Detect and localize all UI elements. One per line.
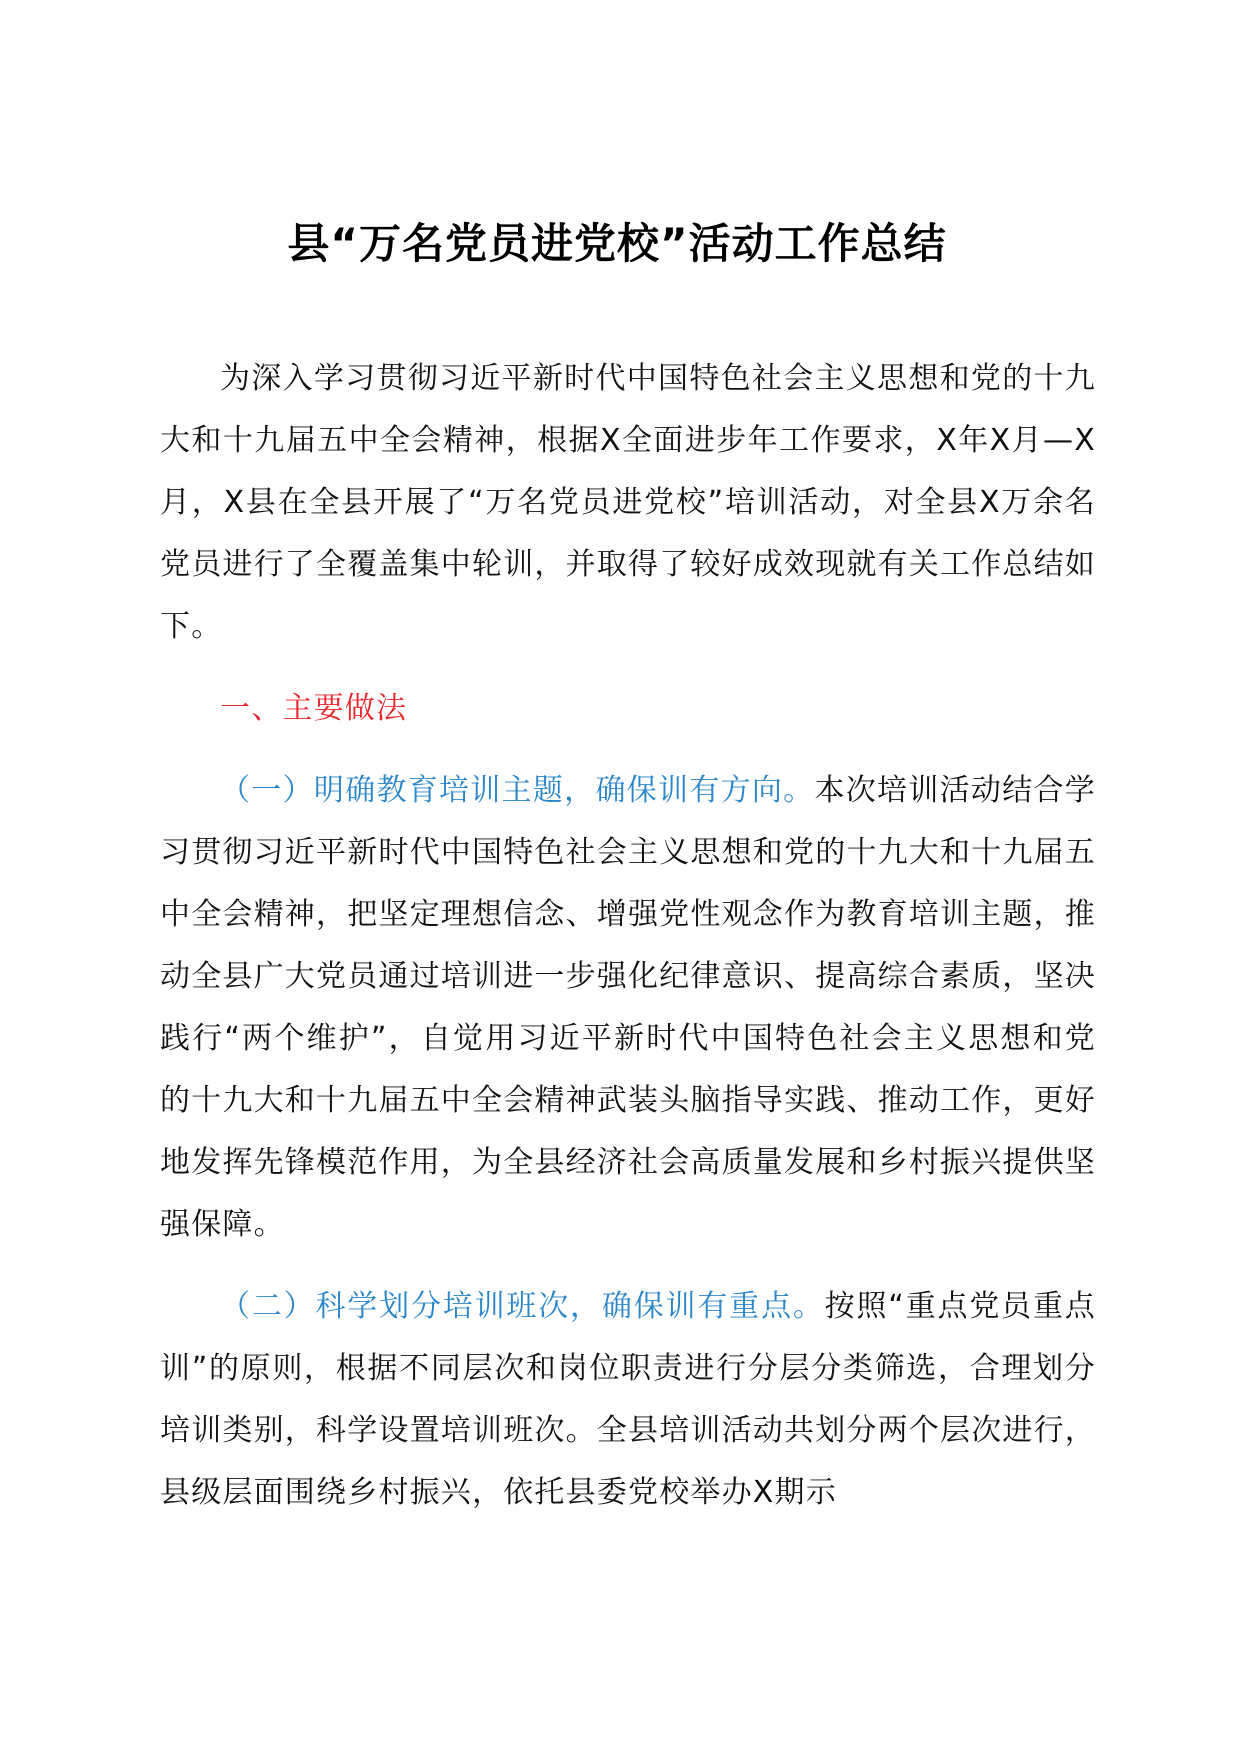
intro-paragraph: 为深入学习贯彻习近平新时代中国特色社会主义思想和党的十九大和十九届五中全会精神，根据X全面进步年工作要求，X年X月—X月，X县在全县开展了“万名党员进党校”培训活动，对全县X万余名党员进行了全覆盖集中轮训，并取得了较好成效现就有关工作总结如下。 <box>160 361 1096 644</box>
section-heading-main-practices: 一、主要做法 <box>220 691 408 726</box>
document-title: 县“万名党员进党校”活动工作总结 <box>287 219 947 268</box>
document-body <box>160 348 1096 1524</box>
subheading-training-classes: （二）科学划分培训班次，确保训有重点。 <box>220 1289 825 1324</box>
paragraph-training-theme-text: 本次培训活动结合学习贯彻习近平新时代中国特色社会主义思想和党的十九大和十九届五中全会精神，把坚定理想信念、增强党性观念作为教育培训主题，推动全县广大党员通过培训进一步强化纪律意识、提高综合素质，坚决践行“两个维护”，自觉用习近平新时代中国特色社会主义思想和党的十九大和十九届五中全会精神武装头脑指导实践、推动工作，更好地发挥先锋模范作用，为全县经济社会高质量发展和乡村振兴提供坚强保障。 <box>160 773 1096 1242</box>
subheading-training-theme: （一）明确教育培训主题，确保训有方向。 <box>220 773 815 808</box>
paragraph-training-classes <box>160 1276 1096 1524</box>
paragraph-training-classes-text: 按照“重点党员重点训”的原则，根据不同层次和岗位职责进行分层分类筛选，合理划分培训类别，科学设置培训班次。全县培训活动共划分两个层次进行，县级层面围绕乡村振兴，依托县委党校举办X期示 <box>160 1289 1096 1510</box>
paragraph-training-theme <box>160 760 1096 1256</box>
